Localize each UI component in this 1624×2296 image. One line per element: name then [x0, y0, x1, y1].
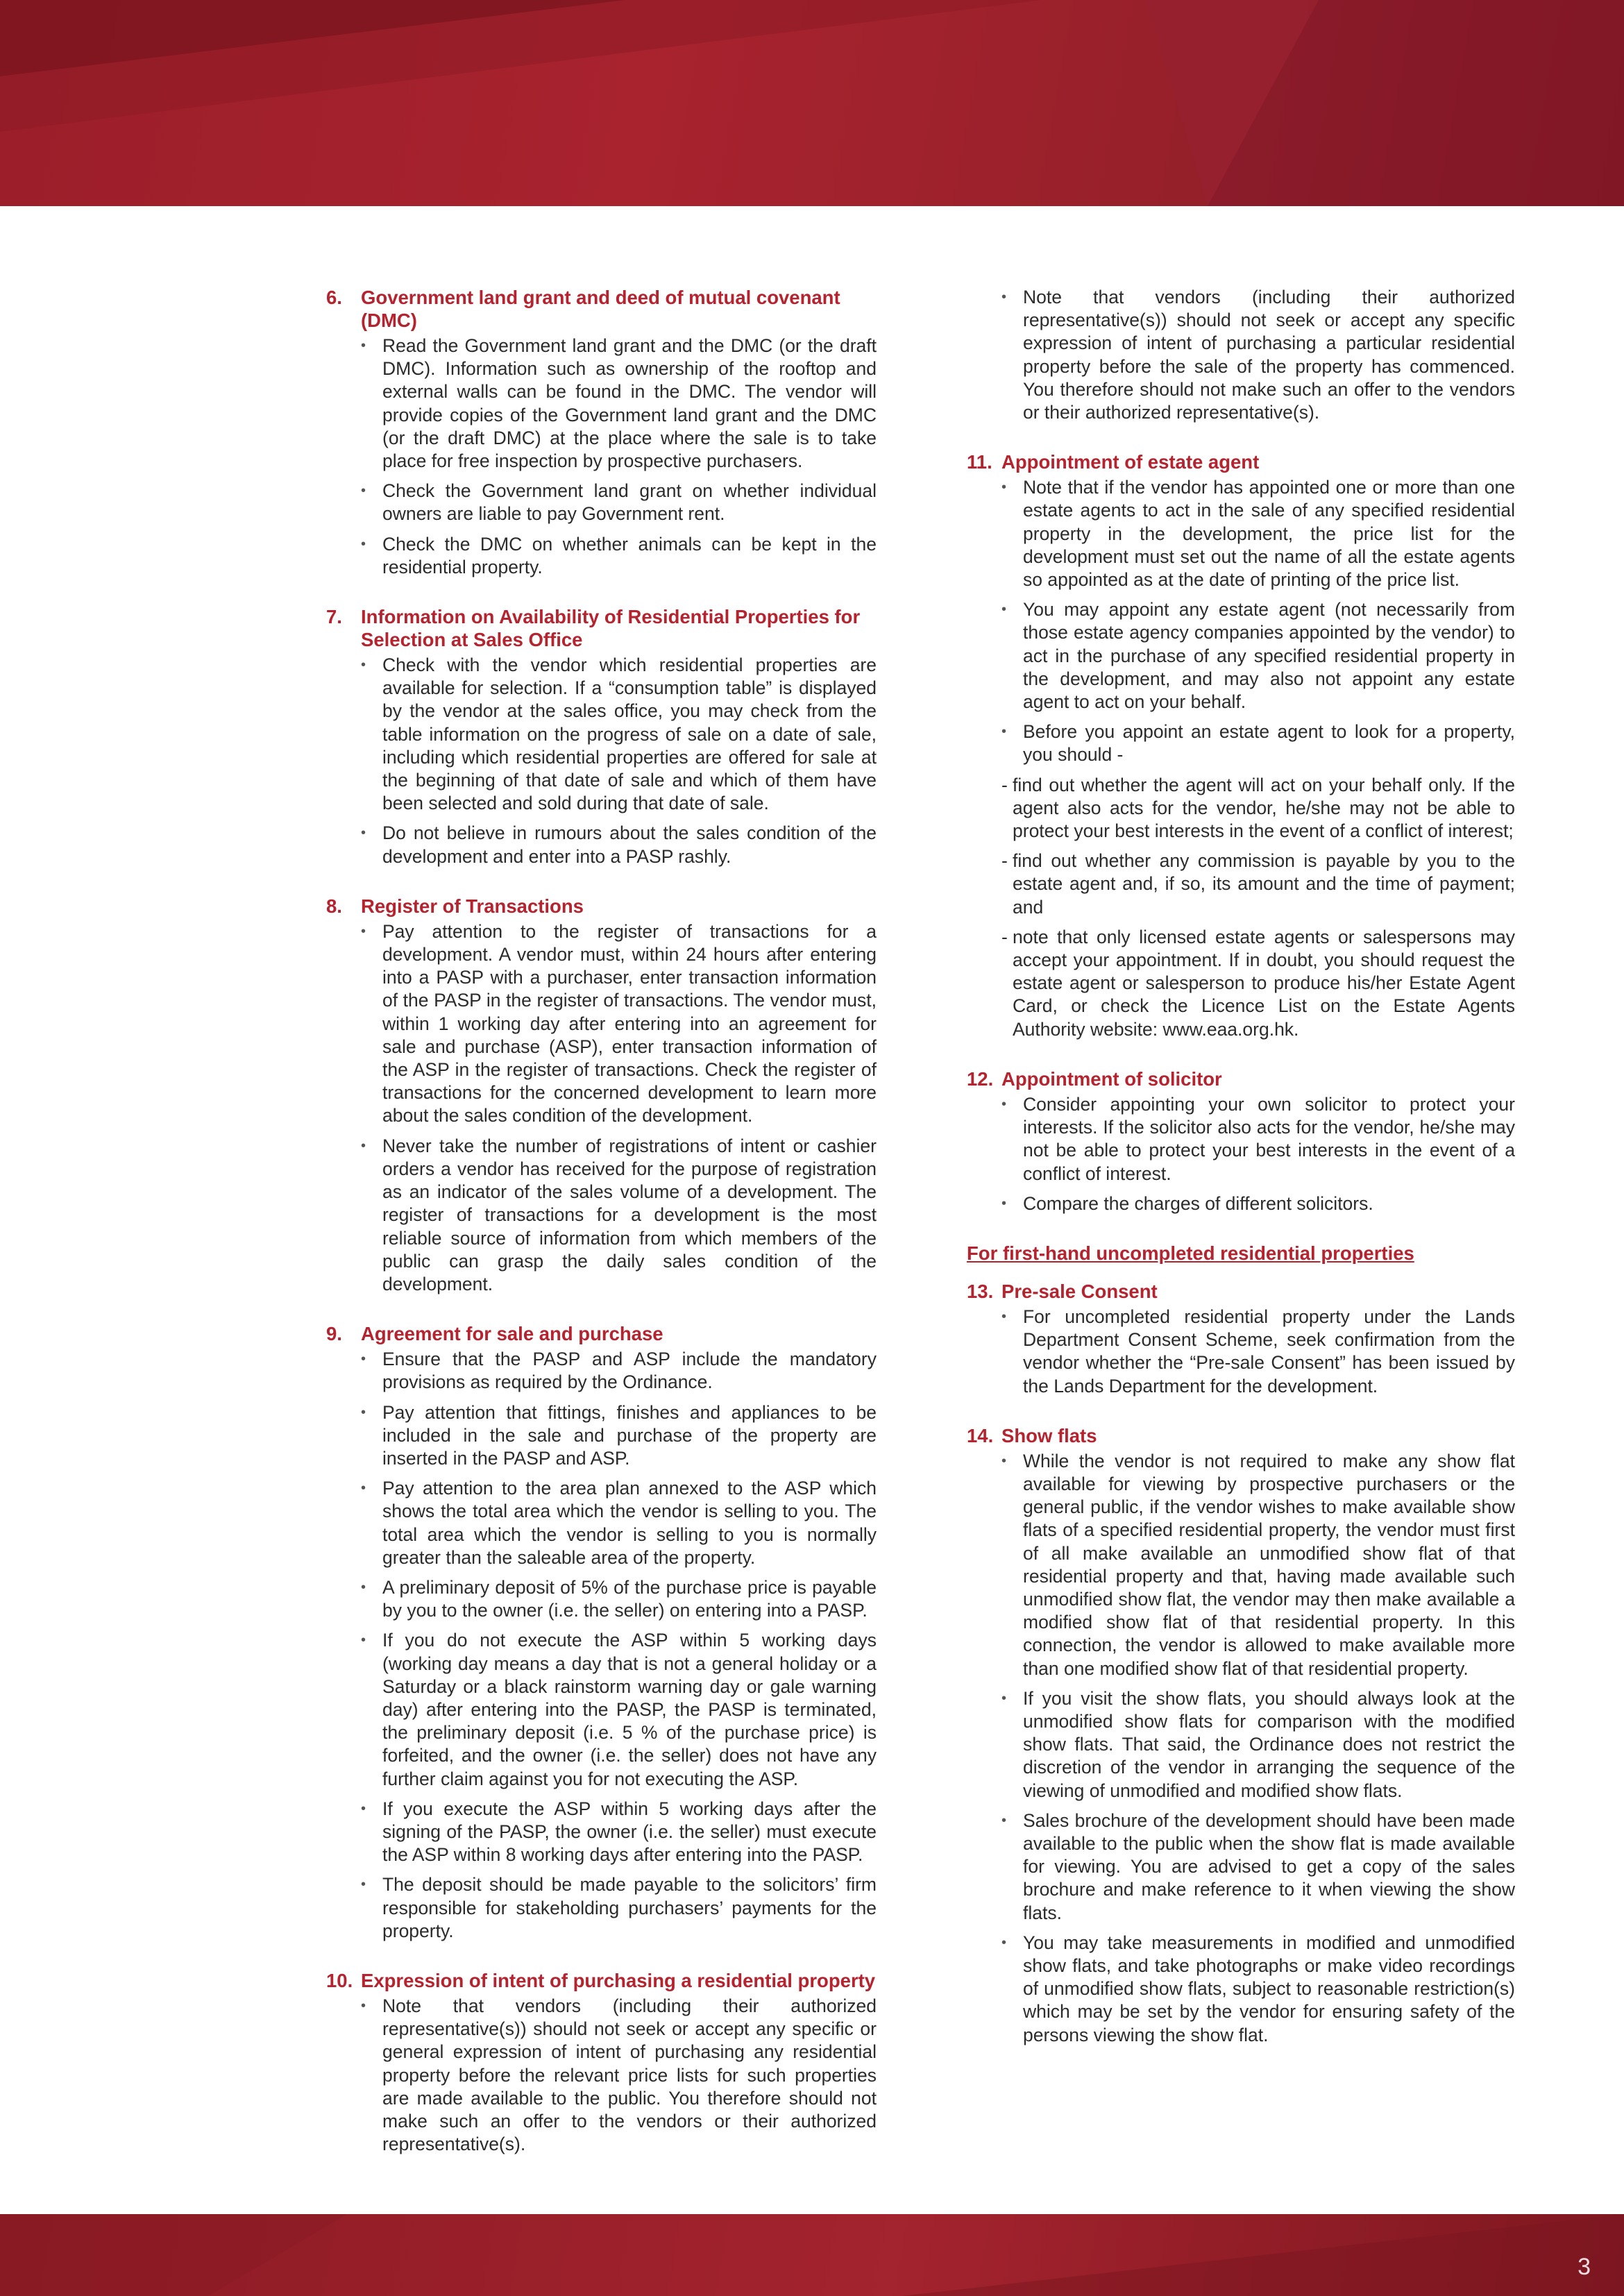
dash-marker: -	[1001, 926, 1008, 947]
section-number: 10.	[326, 1969, 353, 1991]
section-title: Pre-sale Consent	[1001, 1280, 1158, 1302]
section-12	[967, 1067, 1515, 1215]
bullet-list	[326, 654, 877, 868]
sub-item	[1001, 926, 1515, 1041]
bullet-item: • Sales brochure of the development should have been made available to the public when the show flat is made available for viewing. You are advised to get a copy of the sales brochure and make reference to it when viewing the show flats.	[1001, 1809, 1515, 1925]
section-14	[967, 1424, 1515, 2047]
bullet-item: • A preliminary deposit of 5% of the purchase price is payable by you to the owner (i.e. the seller) on entering into a PASP.	[361, 1576, 877, 1622]
bullet-item: • Read the Government land grant and the DMC (or the draft DMC). Information such as ownership of the rooftop and external walls can be found in the DMC. The vendor will provide copies of the Government land grant and the DMC (or the draft DMC) at the place where the sale is to take place for free inspection by prospective purchasers.	[361, 335, 877, 473]
left-column	[326, 286, 877, 2182]
section-number: 14.	[967, 1424, 994, 1446]
bullet-item: • The deposit should be made payable to the solicitors’ firm responsible for stakeholding purchasers’ payments for the property.	[361, 1873, 877, 1943]
bullet-item: • Compare the charges of different solicitors.	[1001, 1192, 1515, 1215]
section-10	[326, 1969, 877, 2156]
bullet-item: • Note that vendors (including their authorized representative(s)) should not seek or accept any specific or general expression of intent of purchasing any residential property before the relevant price lists for such properties are made available to the public. You therefore should not make such an offer to the vendors or their authorized representative(s).	[361, 1995, 877, 2156]
bullet-item: • Do not believe in rumours about the sales condition of the development and enter into a PASP rashly.	[361, 822, 877, 868]
section-number: 7.	[326, 606, 342, 628]
sub-item-text: find out whether any commission is payable by you to the estate agent and, if so, its amount and the time of payment; and	[1013, 850, 1515, 918]
sub-item-text: note that only licensed estate agents or salespersons may accept your appointment. If in doubt, you should request the estate agent or salesperson to produce his/her Estate Agent Card, or check the Licence List on the Estate Agents Authority website: www.eaa.org.hk.	[1013, 926, 1515, 1040]
footer-banner	[0, 2214, 1624, 2296]
bullet-item: • Pay attention to the register of transactions for a development. A vendor must, within 24 hours after entering into a PASP with a purchaser, enter transaction information of the PASP in the register of transactions. The vendor must, within 1 working day after entering into an agreement for sale and purchase (ASP), enter transaction information of the ASP in the register of transactions. Check the register of transactions for the concerned development to learn more about the sales condition of the development.	[361, 920, 877, 1128]
bullet-item: • Pay attention to the area plan annexed to the ASP which shows the total area which the vendor is selling to you. The total area which the vendor is selling to you is normally greater than the saleable area of the property.	[361, 1477, 877, 1569]
bullet-item: • Check the DMC on whether animals can be kept in the residential property.	[361, 533, 877, 579]
header-banner	[0, 0, 1624, 206]
section-number: 12.	[967, 1067, 994, 1090]
bullet-item: • Note that if the vendor has appointed one or more than one estate agents to act in the sale of any specified residential property in the development, the price list for the development must set out the name of all the estate agents so appointed as at the date of printing of the price list.	[1001, 476, 1515, 591]
bullet-item: • Note that vendors (including their authorized representative(s)) should not seek or accept any specific expression of intent of purchasing a particular residential property before the sale of the property has commenced. You therefore should not make such an offer to the vendors or their authorized representative(s).	[1001, 286, 1515, 424]
section-number: 6.	[326, 287, 342, 308]
bullet-list	[967, 1306, 1515, 1398]
bullet-item: • Pay attention that fittings, finishes and appliances to be included in the sale and purchase of the property are inserted in the PASP and ASP.	[361, 1401, 877, 1471]
section-title: Register of Transactions	[361, 895, 584, 917]
bullet-item: • For uncompleted residential property under the Lands Department Consent Scheme, seek confirmation from the vendor whether the “Pre-sale Consent” has been issued by the Lands Department for the development.	[1001, 1306, 1515, 1398]
section-title: Appointment of solicitor	[1001, 1067, 1222, 1090]
bullet-list	[967, 286, 1515, 424]
sub-item	[1001, 774, 1515, 843]
section-9	[326, 1322, 877, 1943]
section-title: Show flats	[1001, 1424, 1097, 1446]
section-7	[326, 605, 877, 868]
bullet-item: • Never take the number of registrations of intent or cashier orders a vendor has received for the purpose of registration as an indicator of the sales volume of a development. The register of transactions for a development is the most reliable source of information from which members of the public can grasp the daily sales condition of the development.	[361, 1135, 877, 1296]
bullet-item: • Ensure that the PASP and ASP include the mandatory provisions as required by the Ordinance.	[361, 1348, 877, 1394]
bullet-item: • If you do not execute the ASP within 5 working days (working day means a day that is not a general holiday or a Saturday or a black rainstorm warning day or gale warning day) after entering into the PASP, the PASP is terminated, the preliminary deposit (i.e. 5 % of the purchase price) is forfeited, and the owner (i.e. the seller) does not have any further claim against you for not executing the ASP.	[361, 1629, 877, 1790]
section-8	[326, 895, 877, 1296]
bullet-item: • If you execute the ASP within 5 working days after the signing of the PASP, the owner (i.e. the seller) must execute the ASP within 8 working days after entering into the PASP.	[361, 1798, 877, 1867]
section-6	[326, 286, 877, 579]
bullet-item: • You may take measurements in modified and unmodified show flats, and take photographs or make video recordings of unmodified show flats, subject to reasonable restriction(s) which may be set by the vendor for ensuring safety of the persons viewing the show flat.	[1001, 1932, 1515, 2047]
section-title: Appointment of estate agent	[1001, 451, 1260, 473]
bullet-list	[967, 476, 1515, 1041]
section-number: 8.	[326, 895, 342, 917]
bullet-item: • Check the Government land grant on whether individual owners are liable to pay Government rent.	[361, 480, 877, 525]
section-number: 13.	[967, 1280, 994, 1302]
section-number: 11.	[967, 451, 992, 473]
bullet-list	[326, 920, 877, 1296]
section-13	[967, 1280, 1515, 1398]
section-title: Expression of intent of purchasing a residential property	[361, 1969, 876, 1991]
bullet-item: • Consider appointing your own solicitor to protect your interests. If the solicitor also acts for the vendor, he/she may not be able to protect your best interests in the event of a conflict of interest.	[1001, 1093, 1515, 1185]
section-title: Information on Availability of Residential Properties for Selection at Sales Office	[361, 606, 861, 651]
section-title: Government land grant and deed of mutual covenant (DMC)	[361, 287, 840, 331]
section-number: 9.	[326, 1323, 342, 1345]
bullet-item	[1001, 720, 1515, 1041]
bullet-item: • Check with the vendor which residential properties are available for selection. If a “consumption table” is displayed by the vendor at the sales office, you may check from the table information on the progress of sale on a date of sale, including which residential properties are offered for sale at the beginning of that date of sale and which of them have been selected and sold during that date of sale.	[361, 654, 877, 815]
first-hand-heading: For first-hand uncompleted residential properties	[967, 1242, 1414, 1264]
dash-marker: -	[1001, 850, 1008, 872]
banner-shapes	[0, 0, 1624, 206]
bullet-list	[326, 1995, 877, 2156]
section-10-continued	[967, 286, 1515, 424]
bullet-list	[967, 1450, 1515, 2047]
bullet-item: • While the vendor is not required to make any show flat available for viewing by prospective purchasers or the general public, if the vendor wishes to make available show flats of a specified residential property, the vendor must first of all make available an unmodified show flat of that residential property and that, having made available such unmodified show flat, the vendor may then make available a modified show flat of that residential property. In this connection, the vendor is allowed to make available more than one modified show flat of that residential property.	[1001, 1450, 1515, 1680]
bullet-item: • You may appoint any estate agent (not necessarily from those estate agency companies appointed by the vendor) to act in the purchase of any specified residential property in the development, and may also not appoint any estate agent to act on your behalf.	[1001, 598, 1515, 714]
sub-item-text: find out whether the agent will act on your behalf only. If the agent also acts for the vendor, he/she may not be able to protect your best interests in the event of a conflict of interest;	[1013, 774, 1515, 842]
bullet-list	[326, 335, 877, 579]
section-title: Agreement for sale and purchase	[361, 1323, 663, 1345]
section-11	[967, 450, 1515, 1041]
dash-marker: -	[1001, 774, 1008, 795]
footer-shapes	[0, 2214, 1624, 2296]
bullet-text: • Before you appoint an estate agent to look for a property, you should -	[1023, 721, 1515, 766]
bullet-list	[967, 1093, 1515, 1215]
page-number: 3	[1578, 2254, 1591, 2280]
bullet-list	[326, 1348, 877, 1943]
sub-item	[1001, 850, 1515, 919]
right-column	[967, 286, 1515, 2073]
bullet-item: • If you visit the show flats, you should always look at the unmodified show flats for comparison with the modified show flats. That said, the Ordinance does not restrict the discretion of the vendor in arranging the sequence of the viewing of unmodified and modified show flats.	[1001, 1687, 1515, 1803]
